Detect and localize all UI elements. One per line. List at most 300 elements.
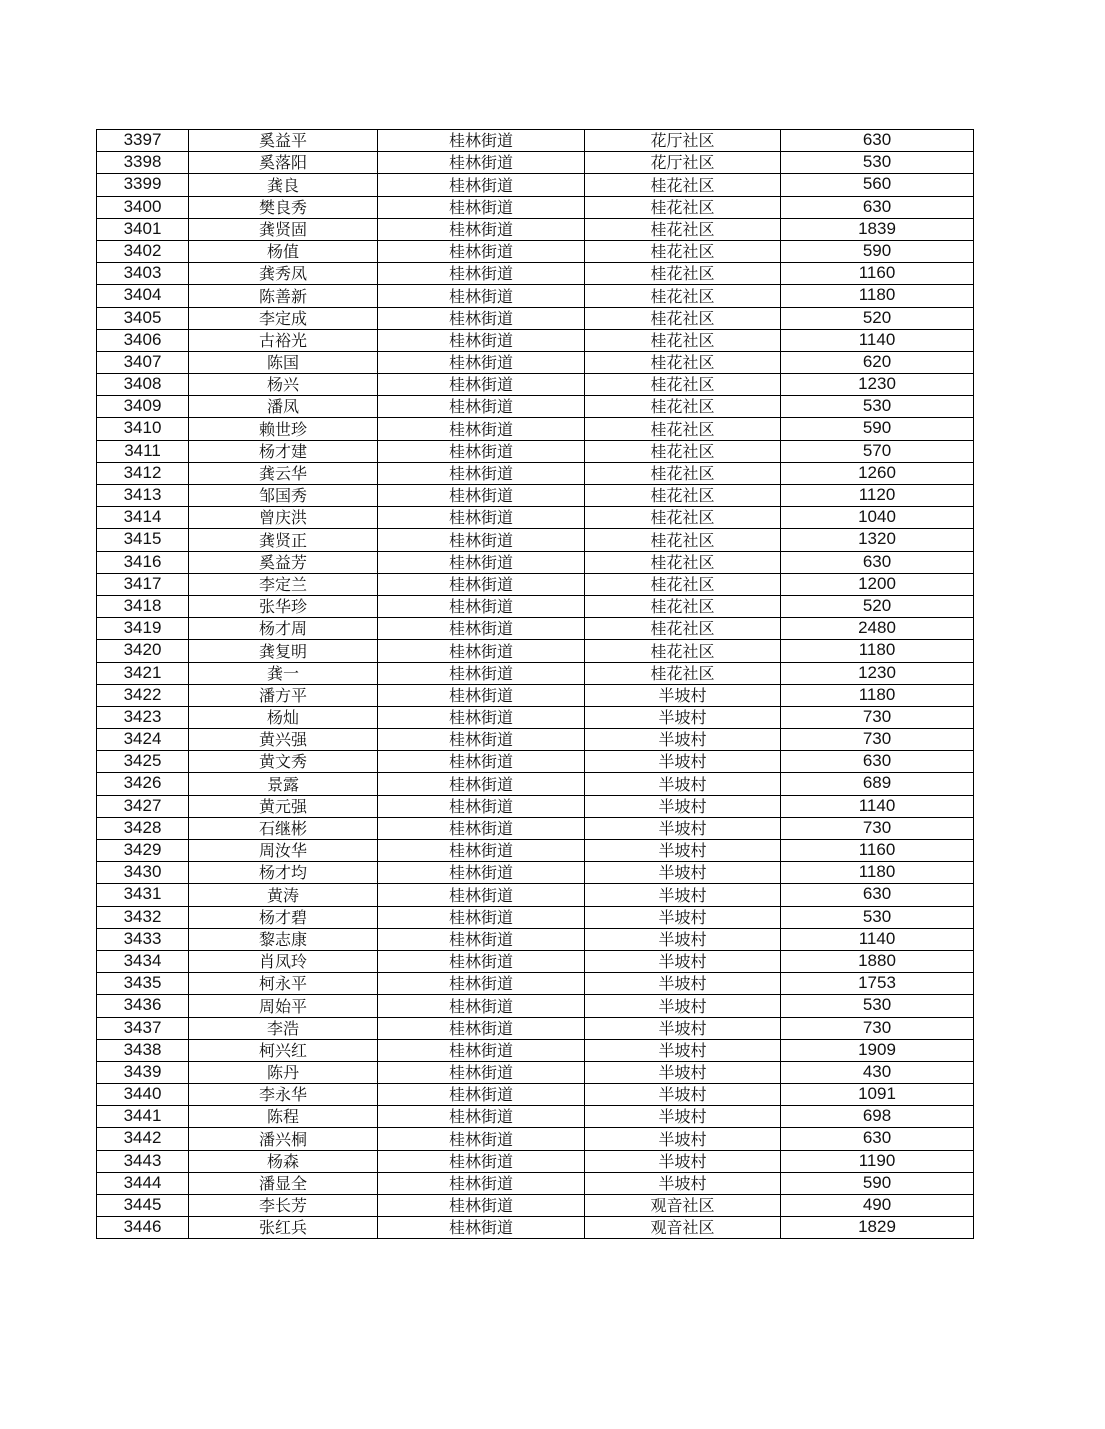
cell-amount: 590 <box>781 240 974 262</box>
cell-name: 赖世珍 <box>189 418 378 440</box>
cell-number: 3434 <box>97 950 189 972</box>
cell-amount: 689 <box>781 773 974 795</box>
cell-amount: 590 <box>781 1172 974 1194</box>
cell-street: 桂林街道 <box>378 285 585 307</box>
cell-name: 古裕光 <box>189 329 378 351</box>
cell-name: 龚贤正 <box>189 529 378 551</box>
table-row <box>97 729 974 751</box>
cell-name: 杨才建 <box>189 440 378 462</box>
cell-community: 半坡村 <box>585 1039 781 1061</box>
cell-number: 3430 <box>97 862 189 884</box>
table-row <box>97 529 974 551</box>
cell-street: 桂林街道 <box>378 440 585 462</box>
table-row <box>97 1084 974 1106</box>
cell-amount: 1190 <box>781 1150 974 1172</box>
cell-name: 李定兰 <box>189 573 378 595</box>
cell-name: 龚秀凤 <box>189 263 378 285</box>
cell-number: 3423 <box>97 706 189 728</box>
cell-street: 桂林街道 <box>378 196 585 218</box>
table-row <box>97 396 974 418</box>
cell-community: 半坡村 <box>585 1017 781 1039</box>
cell-community: 桂花社区 <box>585 640 781 662</box>
cell-name: 柯永平 <box>189 973 378 995</box>
cell-name: 龚良 <box>189 174 378 196</box>
cell-community: 桂花社区 <box>585 240 781 262</box>
cell-community: 桂花社区 <box>585 573 781 595</box>
cell-number: 3440 <box>97 1084 189 1106</box>
cell-amount: 698 <box>781 1106 974 1128</box>
cell-amount: 1140 <box>781 329 974 351</box>
table-row <box>97 1195 974 1217</box>
cell-street: 桂林街道 <box>378 152 585 174</box>
cell-amount: 590 <box>781 418 974 440</box>
cell-name: 黄文秀 <box>189 751 378 773</box>
cell-name: 肖凤玲 <box>189 950 378 972</box>
cell-amount: 520 <box>781 595 974 617</box>
table-row <box>97 773 974 795</box>
table-row <box>97 263 974 285</box>
cell-amount: 490 <box>781 1195 974 1217</box>
cell-community: 桂花社区 <box>585 507 781 529</box>
cell-number: 3431 <box>97 884 189 906</box>
cell-amount: 1880 <box>781 950 974 972</box>
table-row <box>97 551 974 573</box>
cell-number: 3409 <box>97 396 189 418</box>
cell-street: 桂林街道 <box>378 1017 585 1039</box>
cell-name: 潘方平 <box>189 684 378 706</box>
cell-amount: 730 <box>781 817 974 839</box>
data-table-container <box>96 129 973 1239</box>
cell-amount: 1839 <box>781 218 974 240</box>
cell-amount: 1140 <box>781 928 974 950</box>
cell-street: 桂林街道 <box>378 1106 585 1128</box>
table-row <box>97 440 974 462</box>
table-row <box>97 418 974 440</box>
cell-community: 半坡村 <box>585 950 781 972</box>
cell-community: 半坡村 <box>585 1128 781 1150</box>
cell-number: 3422 <box>97 684 189 706</box>
cell-street: 桂林街道 <box>378 928 585 950</box>
cell-community: 桂花社区 <box>585 618 781 640</box>
table-row <box>97 285 974 307</box>
cell-name: 黄涛 <box>189 884 378 906</box>
cell-street: 桂林街道 <box>378 906 585 928</box>
cell-street: 桂林街道 <box>378 174 585 196</box>
cell-community: 半坡村 <box>585 1172 781 1194</box>
cell-street: 桂林街道 <box>378 618 585 640</box>
cell-community: 桂花社区 <box>585 263 781 285</box>
cell-community: 桂花社区 <box>585 396 781 418</box>
cell-name: 柯兴红 <box>189 1039 378 1061</box>
cell-community: 半坡村 <box>585 773 781 795</box>
cell-number: 3398 <box>97 152 189 174</box>
table-row <box>97 662 974 684</box>
cell-name: 李永华 <box>189 1084 378 1106</box>
cell-number: 3418 <box>97 595 189 617</box>
table-row <box>97 1061 974 1083</box>
cell-street: 桂林街道 <box>378 684 585 706</box>
cell-street: 桂林街道 <box>378 1195 585 1217</box>
cell-name: 陈丹 <box>189 1061 378 1083</box>
cell-amount: 1260 <box>781 462 974 484</box>
cell-name: 杨才周 <box>189 618 378 640</box>
table-row <box>97 196 974 218</box>
cell-name: 周汝华 <box>189 840 378 862</box>
cell-amount: 520 <box>781 307 974 329</box>
cell-street: 桂林街道 <box>378 640 585 662</box>
cell-number: 3412 <box>97 462 189 484</box>
cell-amount: 1180 <box>781 640 974 662</box>
cell-number: 3441 <box>97 1106 189 1128</box>
cell-number: 3443 <box>97 1150 189 1172</box>
cell-number: 3427 <box>97 795 189 817</box>
data-table <box>96 129 974 1239</box>
cell-number: 3402 <box>97 240 189 262</box>
cell-number: 3415 <box>97 529 189 551</box>
cell-name: 潘显全 <box>189 1172 378 1194</box>
cell-name: 邹国秀 <box>189 485 378 507</box>
cell-street: 桂林街道 <box>378 773 585 795</box>
cell-number: 3413 <box>97 485 189 507</box>
cell-amount: 530 <box>781 995 974 1017</box>
table-row <box>97 906 974 928</box>
cell-community: 半坡村 <box>585 928 781 950</box>
cell-street: 桂林街道 <box>378 485 585 507</box>
table-row <box>97 928 974 950</box>
cell-number: 3399 <box>97 174 189 196</box>
cell-number: 3424 <box>97 729 189 751</box>
cell-name: 杨值 <box>189 240 378 262</box>
cell-street: 桂林街道 <box>378 374 585 396</box>
cell-community: 半坡村 <box>585 973 781 995</box>
cell-number: 3403 <box>97 263 189 285</box>
cell-name: 杨才均 <box>189 862 378 884</box>
cell-name: 陈程 <box>189 1106 378 1128</box>
cell-number: 3442 <box>97 1128 189 1150</box>
table-row <box>97 884 974 906</box>
table-row <box>97 1106 974 1128</box>
cell-number: 3405 <box>97 307 189 329</box>
cell-community: 半坡村 <box>585 817 781 839</box>
cell-street: 桂林街道 <box>378 795 585 817</box>
cell-community: 桂花社区 <box>585 329 781 351</box>
cell-community: 桂花社区 <box>585 462 781 484</box>
table-row <box>97 1150 974 1172</box>
table-row <box>97 684 974 706</box>
cell-community: 桂花社区 <box>585 595 781 617</box>
table-row <box>97 374 974 396</box>
cell-street: 桂林街道 <box>378 240 585 262</box>
cell-street: 桂林街道 <box>378 884 585 906</box>
cell-name: 黄元强 <box>189 795 378 817</box>
cell-name: 樊良秀 <box>189 196 378 218</box>
cell-number: 3429 <box>97 840 189 862</box>
cell-community: 桂花社区 <box>585 285 781 307</box>
table-row <box>97 307 974 329</box>
table-row <box>97 130 974 152</box>
cell-name: 黎志康 <box>189 928 378 950</box>
cell-number: 3438 <box>97 1039 189 1061</box>
table-row <box>97 152 974 174</box>
cell-number: 3425 <box>97 751 189 773</box>
cell-number: 3433 <box>97 928 189 950</box>
cell-amount: 730 <box>781 729 974 751</box>
cell-community: 桂花社区 <box>585 351 781 373</box>
cell-number: 3416 <box>97 551 189 573</box>
cell-community: 桂花社区 <box>585 196 781 218</box>
cell-name: 潘兴桐 <box>189 1128 378 1150</box>
cell-amount: 620 <box>781 351 974 373</box>
cell-community: 半坡村 <box>585 862 781 884</box>
cell-community: 桂花社区 <box>585 485 781 507</box>
cell-amount: 530 <box>781 152 974 174</box>
cell-number: 3420 <box>97 640 189 662</box>
cell-number: 3426 <box>97 773 189 795</box>
cell-community: 半坡村 <box>585 906 781 928</box>
cell-number: 3406 <box>97 329 189 351</box>
cell-amount: 1160 <box>781 263 974 285</box>
table-row <box>97 706 974 728</box>
cell-name: 潘凤 <box>189 396 378 418</box>
cell-amount: 1200 <box>781 573 974 595</box>
cell-amount: 1909 <box>781 1039 974 1061</box>
cell-community: 桂花社区 <box>585 440 781 462</box>
cell-community: 半坡村 <box>585 884 781 906</box>
cell-number: 3410 <box>97 418 189 440</box>
cell-street: 桂林街道 <box>378 130 585 152</box>
cell-amount: 430 <box>781 1061 974 1083</box>
cell-number: 3446 <box>97 1217 189 1239</box>
cell-number: 3408 <box>97 374 189 396</box>
cell-street: 桂林街道 <box>378 1150 585 1172</box>
cell-community: 半坡村 <box>585 840 781 862</box>
cell-community: 花厅社区 <box>585 152 781 174</box>
cell-number: 3435 <box>97 973 189 995</box>
cell-number: 3411 <box>97 440 189 462</box>
cell-name: 石继彬 <box>189 817 378 839</box>
table-row <box>97 751 974 773</box>
cell-amount: 630 <box>781 1128 974 1150</box>
table-row <box>97 1017 974 1039</box>
table-row <box>97 240 974 262</box>
cell-name: 龚复明 <box>189 640 378 662</box>
cell-amount: 630 <box>781 884 974 906</box>
table-row <box>97 618 974 640</box>
cell-street: 桂林街道 <box>378 1172 585 1194</box>
cell-number: 3404 <box>97 285 189 307</box>
cell-amount: 530 <box>781 396 974 418</box>
cell-amount: 730 <box>781 1017 974 1039</box>
table-row <box>97 485 974 507</box>
table-row <box>97 817 974 839</box>
cell-street: 桂林街道 <box>378 1217 585 1239</box>
cell-street: 桂林街道 <box>378 507 585 529</box>
cell-amount: 1320 <box>781 529 974 551</box>
table-row <box>97 1128 974 1150</box>
cell-amount: 560 <box>781 174 974 196</box>
cell-amount: 1180 <box>781 684 974 706</box>
cell-street: 桂林街道 <box>378 573 585 595</box>
cell-community: 半坡村 <box>585 729 781 751</box>
cell-number: 3439 <box>97 1061 189 1083</box>
cell-street: 桂林街道 <box>378 529 585 551</box>
cell-street: 桂林街道 <box>378 1039 585 1061</box>
cell-number: 3432 <box>97 906 189 928</box>
cell-name: 张华珍 <box>189 595 378 617</box>
cell-street: 桂林街道 <box>378 751 585 773</box>
cell-amount: 630 <box>781 130 974 152</box>
cell-amount: 2480 <box>781 618 974 640</box>
cell-name: 陈国 <box>189 351 378 373</box>
cell-name: 张红兵 <box>189 1217 378 1239</box>
cell-street: 桂林街道 <box>378 551 585 573</box>
table-row <box>97 573 974 595</box>
cell-number: 3445 <box>97 1195 189 1217</box>
cell-street: 桂林街道 <box>378 218 585 240</box>
cell-street: 桂林街道 <box>378 462 585 484</box>
cell-street: 桂林街道 <box>378 840 585 862</box>
table-row <box>97 595 974 617</box>
table-row <box>97 1217 974 1239</box>
table-row <box>97 329 974 351</box>
cell-name: 杨森 <box>189 1150 378 1172</box>
cell-street: 桂林街道 <box>378 995 585 1017</box>
cell-number: 3397 <box>97 130 189 152</box>
cell-community: 花厅社区 <box>585 130 781 152</box>
cell-community: 桂花社区 <box>585 551 781 573</box>
table-row <box>97 840 974 862</box>
table-row <box>97 640 974 662</box>
cell-name: 杨灿 <box>189 706 378 728</box>
cell-number: 3400 <box>97 196 189 218</box>
cell-number: 3444 <box>97 1172 189 1194</box>
cell-community: 桂花社区 <box>585 529 781 551</box>
cell-name: 李定成 <box>189 307 378 329</box>
cell-amount: 630 <box>781 751 974 773</box>
table-row <box>97 174 974 196</box>
cell-street: 桂林街道 <box>378 817 585 839</box>
cell-number: 3401 <box>97 218 189 240</box>
table-row <box>97 862 974 884</box>
cell-amount: 1230 <box>781 662 974 684</box>
cell-number: 3414 <box>97 507 189 529</box>
cell-street: 桂林街道 <box>378 1128 585 1150</box>
cell-street: 桂林街道 <box>378 263 585 285</box>
cell-community: 桂花社区 <box>585 418 781 440</box>
cell-name: 奚益芳 <box>189 551 378 573</box>
cell-name: 龚云华 <box>189 462 378 484</box>
cell-amount: 630 <box>781 196 974 218</box>
table-row <box>97 462 974 484</box>
cell-number: 3421 <box>97 662 189 684</box>
cell-community: 半坡村 <box>585 1061 781 1083</box>
table-row <box>97 950 974 972</box>
cell-community: 观音社区 <box>585 1217 781 1239</box>
cell-number: 3437 <box>97 1017 189 1039</box>
cell-community: 桂花社区 <box>585 174 781 196</box>
cell-name: 黄兴强 <box>189 729 378 751</box>
cell-community: 半坡村 <box>585 1106 781 1128</box>
cell-amount: 1753 <box>781 973 974 995</box>
cell-community: 半坡村 <box>585 684 781 706</box>
table-row <box>97 973 974 995</box>
cell-name: 龚一 <box>189 662 378 684</box>
cell-amount: 570 <box>781 440 974 462</box>
cell-community: 半坡村 <box>585 751 781 773</box>
cell-number: 3417 <box>97 573 189 595</box>
cell-amount: 1091 <box>781 1084 974 1106</box>
cell-name: 奚益平 <box>189 130 378 152</box>
cell-street: 桂林街道 <box>378 706 585 728</box>
cell-amount: 1140 <box>781 795 974 817</box>
cell-number: 3436 <box>97 995 189 1017</box>
cell-amount: 1040 <box>781 507 974 529</box>
cell-community: 观音社区 <box>585 1195 781 1217</box>
cell-street: 桂林街道 <box>378 307 585 329</box>
table-row <box>97 1172 974 1194</box>
table-row <box>97 995 974 1017</box>
cell-amount: 1180 <box>781 285 974 307</box>
cell-community: 半坡村 <box>585 1150 781 1172</box>
cell-name: 周始平 <box>189 995 378 1017</box>
table-row <box>97 795 974 817</box>
cell-street: 桂林街道 <box>378 595 585 617</box>
cell-street: 桂林街道 <box>378 1084 585 1106</box>
cell-amount: 1230 <box>781 374 974 396</box>
cell-street: 桂林街道 <box>378 418 585 440</box>
cell-community: 桂花社区 <box>585 307 781 329</box>
cell-community: 半坡村 <box>585 706 781 728</box>
cell-amount: 730 <box>781 706 974 728</box>
cell-name: 曾庆洪 <box>189 507 378 529</box>
cell-community: 桂花社区 <box>585 374 781 396</box>
cell-community: 半坡村 <box>585 795 781 817</box>
cell-name: 龚贤固 <box>189 218 378 240</box>
cell-street: 桂林街道 <box>378 662 585 684</box>
table-row <box>97 351 974 373</box>
cell-number: 3428 <box>97 817 189 839</box>
table-body <box>97 130 974 1239</box>
cell-name: 杨兴 <box>189 374 378 396</box>
cell-amount: 1120 <box>781 485 974 507</box>
cell-street: 桂林街道 <box>378 351 585 373</box>
cell-community: 半坡村 <box>585 1084 781 1106</box>
cell-street: 桂林街道 <box>378 1061 585 1083</box>
table-row <box>97 1039 974 1061</box>
table-row <box>97 507 974 529</box>
cell-community: 桂花社区 <box>585 662 781 684</box>
cell-name: 杨才碧 <box>189 906 378 928</box>
cell-name: 奚落阳 <box>189 152 378 174</box>
cell-amount: 1160 <box>781 840 974 862</box>
cell-amount: 630 <box>781 551 974 573</box>
cell-street: 桂林街道 <box>378 729 585 751</box>
cell-name: 陈善新 <box>189 285 378 307</box>
cell-street: 桂林街道 <box>378 862 585 884</box>
cell-street: 桂林街道 <box>378 950 585 972</box>
cell-community: 半坡村 <box>585 995 781 1017</box>
cell-name: 景露 <box>189 773 378 795</box>
cell-name: 李长芳 <box>189 1195 378 1217</box>
cell-name: 李浩 <box>189 1017 378 1039</box>
cell-amount: 1180 <box>781 862 974 884</box>
cell-community: 桂花社区 <box>585 218 781 240</box>
cell-amount: 530 <box>781 906 974 928</box>
cell-number: 3419 <box>97 618 189 640</box>
cell-number: 3407 <box>97 351 189 373</box>
cell-street: 桂林街道 <box>378 973 585 995</box>
cell-amount: 1829 <box>781 1217 974 1239</box>
